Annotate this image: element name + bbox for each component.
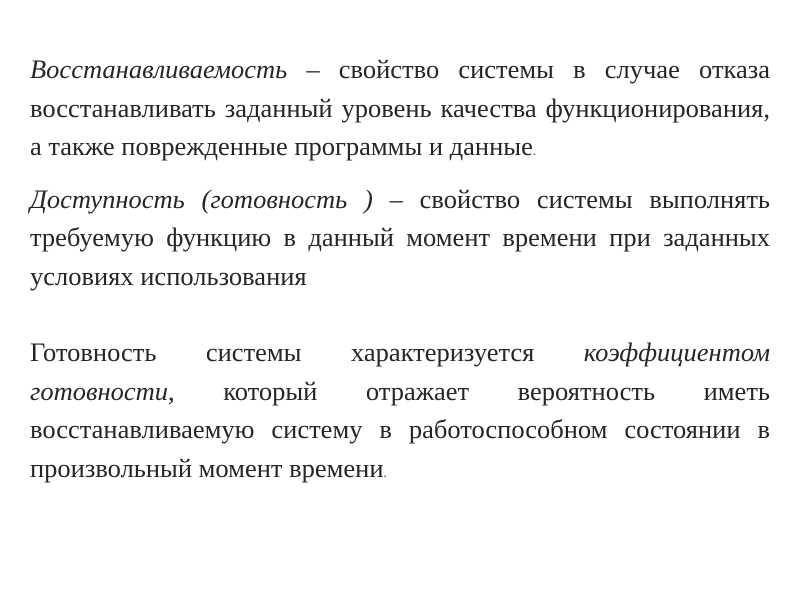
availability-coefficient-term: коэффициентом готовности (30, 337, 770, 406)
availability-definition (30, 180, 770, 296)
recoverability-text: – свойство системы в случае отказа восстанавливать заданный уровень качества функционирования, а также поврежденные программы и данные (30, 54, 770, 161)
availability-coefficient-paragraph (30, 333, 770, 492)
coefficient-text-start: Готовность системы характеризуется (30, 337, 584, 367)
coefficient-text-end: , который отражает вероятность иметь восстанавливаемую систему в работоспособном состоянии в произвольный момент времени (30, 375, 770, 483)
recoverability-period: . (532, 143, 537, 158)
availability-text: – свойство системы выполнять требуемую функцию в данный момент времени при заданных условиях использования (30, 183, 771, 291)
recoverability-definition (30, 50, 770, 171)
recoverability-term: Восстанавливаемость (30, 54, 288, 84)
availability-term: Доступность (готовность ) (30, 183, 373, 214)
coefficient-period: . (383, 464, 387, 480)
